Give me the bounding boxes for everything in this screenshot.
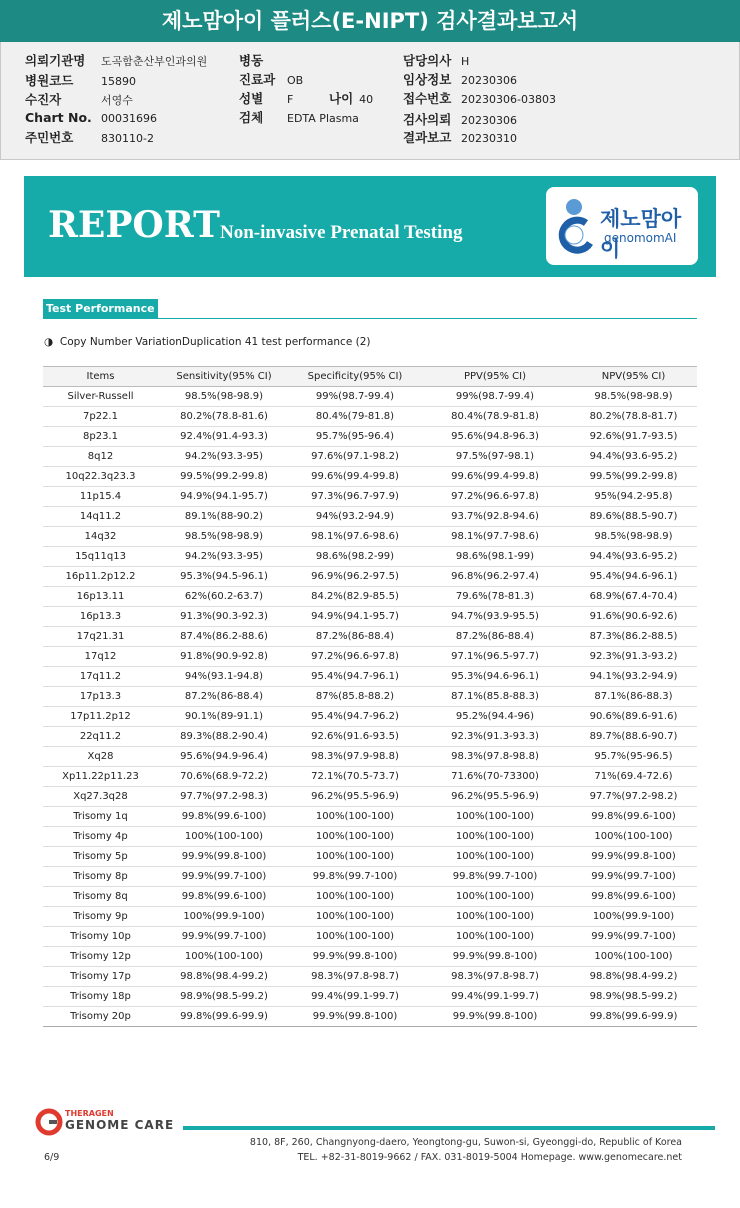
table-cell: 94.4%(93.6-95.2) <box>570 447 697 467</box>
table-row <box>43 967 697 987</box>
table-cell: 92.6%(91.7-93.5) <box>570 427 697 447</box>
table-cell: 98.5%(98-98.9) <box>158 527 290 547</box>
table-cell: 97.5%(97-98.1) <box>420 447 570 467</box>
report-subtitle: Non-invasive Prenatal Testing <box>220 222 463 243</box>
table-cell: 99.9%(99.7-100) <box>570 867 697 887</box>
table-cell: 100%(100-100) <box>420 807 570 827</box>
table-row <box>43 527 697 547</box>
table-cell: 8q12 <box>43 447 158 467</box>
table-cell: 90.1%(89-91.1) <box>158 707 290 727</box>
table-row <box>43 687 697 707</box>
value: 도곡함춘산부인과의원 <box>101 55 208 68</box>
table-cell: 94%(93.2-94.9) <box>290 507 420 527</box>
table-row <box>43 567 697 587</box>
table-cell: 99.9%(99.7-100) <box>158 927 290 947</box>
table-row <box>43 767 697 787</box>
report-title: 제노맘아이 플러스(E-NIPT) 검사결과보고서 <box>0 0 740 42</box>
patient-info-panel <box>0 42 740 160</box>
table-cell: Xq28 <box>43 747 158 767</box>
table-cell: 99.8%(99.6-100) <box>570 807 697 827</box>
table-row <box>43 907 697 927</box>
table-cell: 99%(98.7-99.4) <box>420 387 570 407</box>
table-cell: 87.1%(85.8-88.3) <box>420 687 570 707</box>
table-cell: 92.3%(91.3-93.2) <box>570 647 697 667</box>
sex-field <box>239 89 293 107</box>
theragen-g-icon <box>35 1108 63 1136</box>
caption-text: Copy Number VariationDuplication 41 test performance (2) <box>59 336 371 348</box>
table-cell: 17q11.2 <box>43 667 158 687</box>
mother-baby-icon <box>552 197 602 257</box>
table-cell: 16p13.3 <box>43 607 158 627</box>
table-cell: 94.1%(93.2-94.9) <box>570 667 697 687</box>
table-cell: 89.3%(88.2-90.4) <box>158 727 290 747</box>
footer-address: 810, 8F, 260, Changnyong-daero, Yeongtong-gu, Suwon-si, Gyeonggi-do, Republic of Korea <box>249 1137 682 1148</box>
table-cell: 97.2%(96.6-97.8) <box>290 647 420 667</box>
theragen-logo <box>35 1108 175 1136</box>
table-row <box>43 787 697 807</box>
table-cell: 92.4%(91.4-93.3) <box>158 427 290 447</box>
label: 병동 <box>239 53 264 68</box>
table-cell: 95.4%(94.7-96.2) <box>290 707 420 727</box>
column-header: Items <box>43 367 158 387</box>
patient-field <box>25 90 133 108</box>
table-row <box>43 807 697 827</box>
table-cell: 98.6%(98.1-99) <box>420 547 570 567</box>
report-heading: REPORT <box>48 204 220 246</box>
table-cell: 100%(100-100) <box>420 847 570 867</box>
table-cell: 98.9%(98.5-99.2) <box>570 987 697 1007</box>
table-cell: 100%(100-100) <box>290 827 420 847</box>
label: 의뢰기관명 <box>25 53 86 68</box>
table-cell: 97.2%(96.6-97.8) <box>420 487 570 507</box>
table-cell: 100%(100-100) <box>420 827 570 847</box>
clinical-info-field <box>403 70 517 88</box>
logo-bottom-text: GENOME CARE <box>65 1118 175 1132</box>
resident-no-field <box>25 128 154 146</box>
table-row <box>43 487 697 507</box>
footer-contact: TEL. +82-31-8019-9662 / FAX. 031-8019-5004 Homepage. www.genomecare.net <box>297 1152 682 1163</box>
value: 서영수 <box>101 94 133 107</box>
table-cell: 99.8%(99.6-100) <box>570 887 697 907</box>
doctor-field <box>403 51 469 69</box>
age-field <box>329 89 373 107</box>
table-cell: Silver-Russell <box>43 387 158 407</box>
half-circle-icon: ◑ <box>44 336 54 348</box>
label: 나이 <box>329 91 354 106</box>
table-cell: 99.8%(99.7-100) <box>290 867 420 887</box>
table-row <box>43 407 697 427</box>
table-cell: 97.7%(97.2-98.3) <box>158 787 290 807</box>
table-cell: 15q11q13 <box>43 547 158 567</box>
table-cell: 100%(99.9-100) <box>158 907 290 927</box>
table-cell: 98.3%(97.8-98.7) <box>420 967 570 987</box>
table-cell: 95.7%(95-96.4) <box>290 427 420 447</box>
table-cell: 93.7%(92.8-94.6) <box>420 507 570 527</box>
value: 40 <box>359 93 374 106</box>
hospital-code-field <box>25 71 136 89</box>
table-row <box>43 587 697 607</box>
table-cell: 7p22.1 <box>43 407 158 427</box>
table-cell: 98.3%(97.9-98.8) <box>290 747 420 767</box>
table-cell: 91.3%(90.3-92.3) <box>158 607 290 627</box>
table-cell: 100%(100-100) <box>420 907 570 927</box>
label: 검체 <box>239 110 264 125</box>
table-cell: 98.3%(97.8-98.7) <box>290 967 420 987</box>
table-cell: 89.6%(88.5-90.7) <box>570 507 697 527</box>
table-cell: 94.7%(93.9-95.5) <box>420 607 570 627</box>
column-header: Sensitivity(95% CI) <box>158 367 290 387</box>
value: F <box>287 93 294 106</box>
table-cell: 22q11.2 <box>43 727 158 747</box>
table-cell: 100%(100-100) <box>570 947 697 967</box>
table-row <box>43 1007 697 1027</box>
table-row <box>43 427 697 447</box>
table-cell: 89.1%(88-90.2) <box>158 507 290 527</box>
table-cell: 98.6%(98.2-99) <box>290 547 420 567</box>
table-cell: 80.2%(78.8-81.6) <box>158 407 290 427</box>
footer-divider <box>183 1126 715 1130</box>
table-cell: 87.3%(86.2-88.5) <box>570 627 697 647</box>
section-caption <box>44 336 371 348</box>
table-row <box>43 627 697 647</box>
table-cell: Trisomy 1q <box>43 807 158 827</box>
table-cell: 99.4%(99.1-99.7) <box>290 987 420 1007</box>
table-cell: 79.6%(78-81.3) <box>420 587 570 607</box>
table-cell: 71.6%(70-73300) <box>420 767 570 787</box>
table-cell: 96.2%(95.5-96.9) <box>420 787 570 807</box>
table-cell: 95.4%(94.6-96.1) <box>570 567 697 587</box>
value: 20230306 <box>461 74 517 87</box>
table-row <box>43 987 697 1007</box>
table-cell: 99.9%(99.8-100) <box>158 847 290 867</box>
table-cell: 98.1%(97.6-98.6) <box>290 527 420 547</box>
table-cell: 100%(100-100) <box>290 847 420 867</box>
table-cell: 98.3%(97.8-98.8) <box>420 747 570 767</box>
table-cell: 98.8%(98.4-99.2) <box>570 967 697 987</box>
table-cell: 87.2%(86-88.4) <box>420 627 570 647</box>
label: 임상정보 <box>403 72 452 87</box>
value: 20230306 <box>461 114 517 127</box>
table-cell: Trisomy 20p <box>43 1007 158 1027</box>
table-cell: Xp11.22p11.23 <box>43 767 158 787</box>
table-cell: 99.6%(99.4-99.8) <box>290 467 420 487</box>
table-cell: 95.3%(94.5-96.1) <box>158 567 290 587</box>
table-cell: 100%(100-100) <box>420 887 570 907</box>
table-cell: 97.3%(96.7-97.9) <box>290 487 420 507</box>
table-cell: 87.2%(86-88.4) <box>290 627 420 647</box>
table-row <box>43 647 697 667</box>
table-cell: Trisomy 8q <box>43 887 158 907</box>
table-cell: 68.9%(67.4-70.4) <box>570 587 697 607</box>
table-row <box>43 387 697 407</box>
table-cell: 95.7%(95-96.5) <box>570 747 697 767</box>
table-cell: Trisomy 4p <box>43 827 158 847</box>
table-cell: 17p11.2p12 <box>43 707 158 727</box>
receipt-no-field <box>403 89 556 107</box>
table-cell: 99.8%(99.6-100) <box>158 807 290 827</box>
table-cell: 94%(93.1-94.8) <box>158 667 290 687</box>
table-cell: 95.4%(94.7-96.1) <box>290 667 420 687</box>
table-cell: 87.4%(86.2-88.6) <box>158 627 290 647</box>
table-cell: 80.4%(78.9-81.8) <box>420 407 570 427</box>
table-cell: 95.2%(94.4-96) <box>420 707 570 727</box>
table-cell: 90.6%(89.6-91.6) <box>570 707 697 727</box>
table-cell: 99.8%(99.7-100) <box>420 867 570 887</box>
table-cell: 71%(69.4-72.6) <box>570 767 697 787</box>
value: EDTA Plasma <box>287 112 359 125</box>
value: 20230310 <box>461 132 517 145</box>
table-cell: 95%(94.2-95.8) <box>570 487 697 507</box>
table-row <box>43 547 697 567</box>
table-row <box>43 747 697 767</box>
request-date-field <box>403 110 517 128</box>
value: 15890 <box>101 75 136 88</box>
logo-top-text: THERAGEN <box>65 1109 114 1118</box>
table-cell: 94.4%(93.6-95.2) <box>570 547 697 567</box>
table-cell: 80.2%(78.8-81.7) <box>570 407 697 427</box>
table-cell: 97.7%(97.2-98.2) <box>570 787 697 807</box>
table-cell: 16p11.2p12.2 <box>43 567 158 587</box>
label: 수진자 <box>25 92 62 107</box>
table-cell: Trisomy 5p <box>43 847 158 867</box>
table-cell: 92.3%(91.3-93.3) <box>420 727 570 747</box>
table-header-row <box>43 367 697 387</box>
table-row <box>43 927 697 947</box>
table-row <box>43 827 697 847</box>
table-cell: Trisomy 8p <box>43 867 158 887</box>
table-row <box>43 727 697 747</box>
table-cell: 10q22.3q23.3 <box>43 467 158 487</box>
table-cell: 70.6%(68.9-72.2) <box>158 767 290 787</box>
table-row <box>43 507 697 527</box>
table-cell: 92.6%(91.6-93.5) <box>290 727 420 747</box>
table-cell: 98.8%(98.4-99.2) <box>158 967 290 987</box>
table-cell: 17q21.31 <box>43 627 158 647</box>
table-row <box>43 887 697 907</box>
table-cell: 89.7%(88.6-90.7) <box>570 727 697 747</box>
table-cell: Trisomy 17p <box>43 967 158 987</box>
table-cell: 100%(100-100) <box>290 907 420 927</box>
table-cell: 99.8%(99.6-99.9) <box>158 1007 290 1027</box>
value: H <box>461 55 470 68</box>
table-cell: 96.2%(95.5-96.9) <box>290 787 420 807</box>
table-cell: 100%(99.9-100) <box>570 907 697 927</box>
table-row <box>43 447 697 467</box>
table-cell: 17p13.3 <box>43 687 158 707</box>
table-cell: 99.4%(99.1-99.7) <box>420 987 570 1007</box>
table-cell: 95.6%(94.8-96.3) <box>420 427 570 447</box>
table-cell: 100%(100-100) <box>420 927 570 947</box>
institution-field <box>25 51 207 69</box>
label: 접수번호 <box>403 91 452 106</box>
table-row <box>43 607 697 627</box>
value: 00031696 <box>101 112 157 125</box>
table-cell: 97.1%(96.5-97.7) <box>420 647 570 667</box>
table-cell: 100%(100-100) <box>290 887 420 907</box>
table-cell: 94.9%(94.1-95.7) <box>158 487 290 507</box>
column-header: Specificity(95% CI) <box>290 367 420 387</box>
table-cell: 99.9%(99.8-100) <box>420 1007 570 1027</box>
table-cell: 99.9%(99.8-100) <box>290 947 420 967</box>
table-cell: 99.9%(99.8-100) <box>570 847 697 867</box>
table-cell: 99.6%(99.4-99.8) <box>420 467 570 487</box>
table-cell: 99.9%(99.8-100) <box>290 1007 420 1027</box>
genomom-logo <box>546 187 698 265</box>
table-cell: 99.9%(99.8-100) <box>420 947 570 967</box>
table-cell: Trisomy 9p <box>43 907 158 927</box>
table-cell: Trisomy 12p <box>43 947 158 967</box>
table-cell: 98.1%(97.7-98.6) <box>420 527 570 547</box>
table-cell: Xq27.3q28 <box>43 787 158 807</box>
table-cell: 95.3%(94.6-96.1) <box>420 667 570 687</box>
table-cell: 14q32 <box>43 527 158 547</box>
table-cell: 16p13.11 <box>43 587 158 607</box>
table-cell: 99.5%(99.2-99.8) <box>570 467 697 487</box>
table-row <box>43 867 697 887</box>
table-cell: 99.8%(99.6-99.9) <box>570 1007 697 1027</box>
table-row <box>43 667 697 687</box>
label: 병원코드 <box>25 73 74 88</box>
table-cell: 97.6%(97.1-98.2) <box>290 447 420 467</box>
table-cell: 94.2%(93.3-95) <box>158 447 290 467</box>
table-cell: Trisomy 10p <box>43 927 158 947</box>
logo-korean: 제노맘아이 <box>600 207 682 261</box>
table-cell: 87.1%(86-88.3) <box>570 687 697 707</box>
table-row <box>43 707 697 727</box>
department-field <box>239 70 303 88</box>
table-cell: 94.2%(93.3-95) <box>158 547 290 567</box>
label: 진료과 <box>239 72 276 87</box>
table-cell: 8p23.1 <box>43 427 158 447</box>
table-cell: 99.5%(99.2-99.8) <box>158 467 290 487</box>
value: 830110-2 <box>101 132 154 145</box>
table-row <box>43 947 697 967</box>
table-cell: 91.8%(90.9-92.8) <box>158 647 290 667</box>
logo-english: genomomAI <box>604 231 677 245</box>
value: OB <box>287 74 304 87</box>
column-header: NPV(95% CI) <box>570 367 697 387</box>
table-cell: 14q11.2 <box>43 507 158 527</box>
table-cell: 98.5%(98-98.9) <box>570 527 697 547</box>
table-cell: 91.6%(90.6-92.6) <box>570 607 697 627</box>
label: 주민번호 <box>25 130 74 145</box>
page-number: 6/9 <box>44 1152 60 1163</box>
performance-table <box>43 366 697 1027</box>
table-cell: 98.5%(98-98.9) <box>158 387 290 407</box>
label: 검사의뢰 <box>403 112 452 127</box>
specimen-field <box>239 108 359 126</box>
table-cell: 98.9%(98.5-99.2) <box>158 987 290 1007</box>
report-banner <box>24 176 716 277</box>
table-cell: 100%(100-100) <box>290 807 420 827</box>
table-row <box>43 847 697 867</box>
table-cell: 87%(85.8-88.2) <box>290 687 420 707</box>
table-cell: 62%(60.2-63.7) <box>158 587 290 607</box>
section-label: Test Performance <box>43 299 158 319</box>
table-cell: 98.5%(98-98.9) <box>570 387 697 407</box>
label: 결과보고 <box>403 130 452 145</box>
table-cell: 100%(100-100) <box>570 827 697 847</box>
table-cell: 87.2%(86-88.4) <box>158 687 290 707</box>
label: 담당의사 <box>403 53 452 68</box>
table-cell: Trisomy 18p <box>43 987 158 1007</box>
table-cell: 100%(100-100) <box>290 927 420 947</box>
value: 20230306-03803 <box>461 93 556 106</box>
table-cell: 96.8%(96.2-97.4) <box>420 567 570 587</box>
label: 성별 <box>239 91 264 106</box>
table-cell: 17q12 <box>43 647 158 667</box>
table-cell: 99%(98.7-99.4) <box>290 387 420 407</box>
chart-no-field <box>25 110 157 125</box>
ward-field <box>239 51 287 69</box>
table-cell: 72.1%(70.5-73.7) <box>290 767 420 787</box>
table-cell: 11p15.4 <box>43 487 158 507</box>
table-cell: 99.8%(99.6-100) <box>158 887 290 907</box>
table-cell: 95.6%(94.9-96.4) <box>158 747 290 767</box>
section-divider <box>158 318 697 319</box>
table-cell: 96.9%(96.2-97.5) <box>290 567 420 587</box>
report-date-field <box>403 128 517 146</box>
table-cell: 100%(100-100) <box>158 827 290 847</box>
table-cell: 84.2%(82.9-85.5) <box>290 587 420 607</box>
table-cell: 80.4%(79-81.8) <box>290 407 420 427</box>
column-header: PPV(95% CI) <box>420 367 570 387</box>
table-cell: 99.9%(99.7-100) <box>570 927 697 947</box>
label: Chart No. <box>25 110 92 125</box>
table-cell: 94.9%(94.1-95.7) <box>290 607 420 627</box>
table-cell: 99.9%(99.7-100) <box>158 867 290 887</box>
table-row <box>43 467 697 487</box>
table-cell: 100%(100-100) <box>158 947 290 967</box>
